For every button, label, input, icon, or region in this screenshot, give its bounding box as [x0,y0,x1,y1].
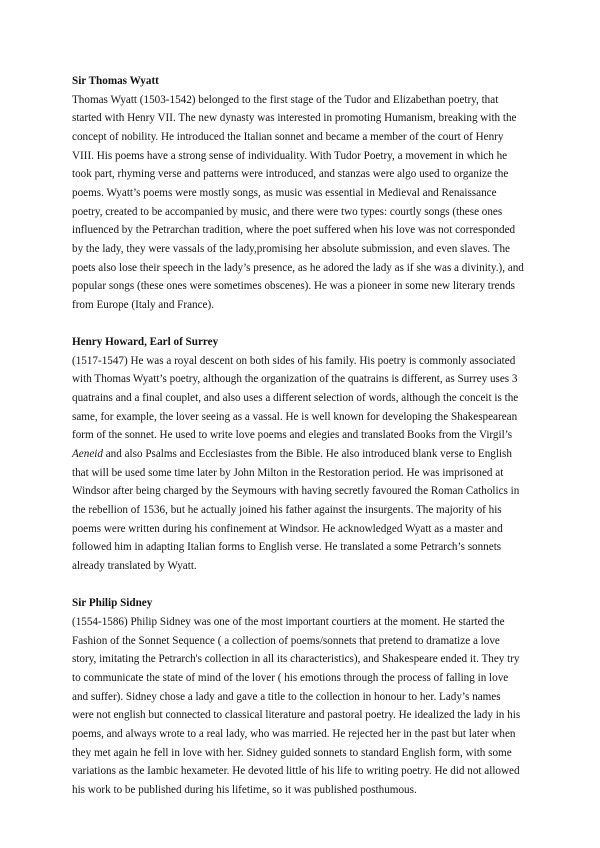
section-sidney [72,594,525,799]
section-heading-wyatt: Sir Thomas Wyatt [72,75,159,87]
surrey-body-part-1: (1517-1547) He was a royal descent on both sides of his family. His poetry is commonly associated with Thomas Wyatt’s poetry, although the organization of the quatrains is different, as Surrey uses 3 quatrains and a final couplet, and also uses a different selection of words, although the conceit is the same, for example, the lover seeing as a vassal. He is well known for developing the Shakespearean form of the sonnet. He used to write love poems and elegies and translated Books from the Virgil’s [72,354,519,442]
document-page [72,72,525,818]
section-surrey [72,333,525,576]
section-body-surrey [72,352,525,576]
aeneid-title: Aeneid [72,448,103,461]
surrey-body-part-2: and also Psalms and Ecclesiastes from the Bible. He also introduced blank verse to English that will be used some time later by John Milton in the Restoration period. He was imprisoned at Windsor after being charged by the Seymours with having secretly favoured the Roman Catholics in the rebellion of 1536, but he actually joined his father against the insurgents. The majority of his poems were written during his confinement at Windsor. He acknowledged Wyatt as a master and followed him in adapting Italian forms to English verse. He translated a some Petrarch’s sonnets already translated by Wyatt. [72,448,520,573]
section-body-wyatt: Thomas Wyatt (1503-1542) belonged to the first stage of the Tudor and Elizabethan poetry, that started with Henry VII. The new dynasty was interested in promoting Humanism, breaking with the concept of nobility. He introduced the Italian sonnet and became a member of the court of Henry VIII. His poems have a strong sense of individuality. With Tudor Poetry, a movement in which he took part, rhyming verse and patterns were introduced, and stanzas were algo used to organize the poems. Wyatt’s poems were mostly songs, as music was essential in Medieval and Renaissance poetry, created to be accompanied by music, and there were two types: courtly songs (these ones influenced by the Petrarchan tradition, where the poet suffered when his love was not corresponded by the lady, they were vassals of the lady,promising her absolute submission, and even slaves. The poets also lose their speech in the lady’s presence, as he adored the lady as if she was a divinity.), and popular songs (these ones were sometimes obscenes). He was a pioneer in some new literary trends from Europe (Italy and France). [72,93,524,311]
section-heading-surrey: Henry Howard, Earl of Surrey [72,336,219,349]
section-heading-sidney: Sir Philip Sidney [72,597,153,610]
section-wyatt [72,72,525,315]
section-body-sidney: (1554-1586) Philip Sidney was one of the most important courtiers at the moment. He started the Fashion of the Sonnet Sequence ( a collection of poems/sonnets that pretend to dramatize a love story, imitating the Petrarch's collection in all its characteristics), and Shakespeare ended it. They try to communicate the state of mind of the lover ( his emotions through the process of falling in love and suffer). Sidney chose a lady and gave a title to the collection in honour to her. Lady’s names were not english but connected to classical literature and pastoral poetry. He idealized the lady in his poems, and always wrote to a real lady, who was married. He rejected her in the past but later when they met again he fell in love with her. Sidney guided sonnets to standard English form, with some variations as the Iambic hexameter. He devoted little of his life to writing poetry. He did not allowed his work to be published during his lifetime, so it was published posthumous. [72,616,521,796]
